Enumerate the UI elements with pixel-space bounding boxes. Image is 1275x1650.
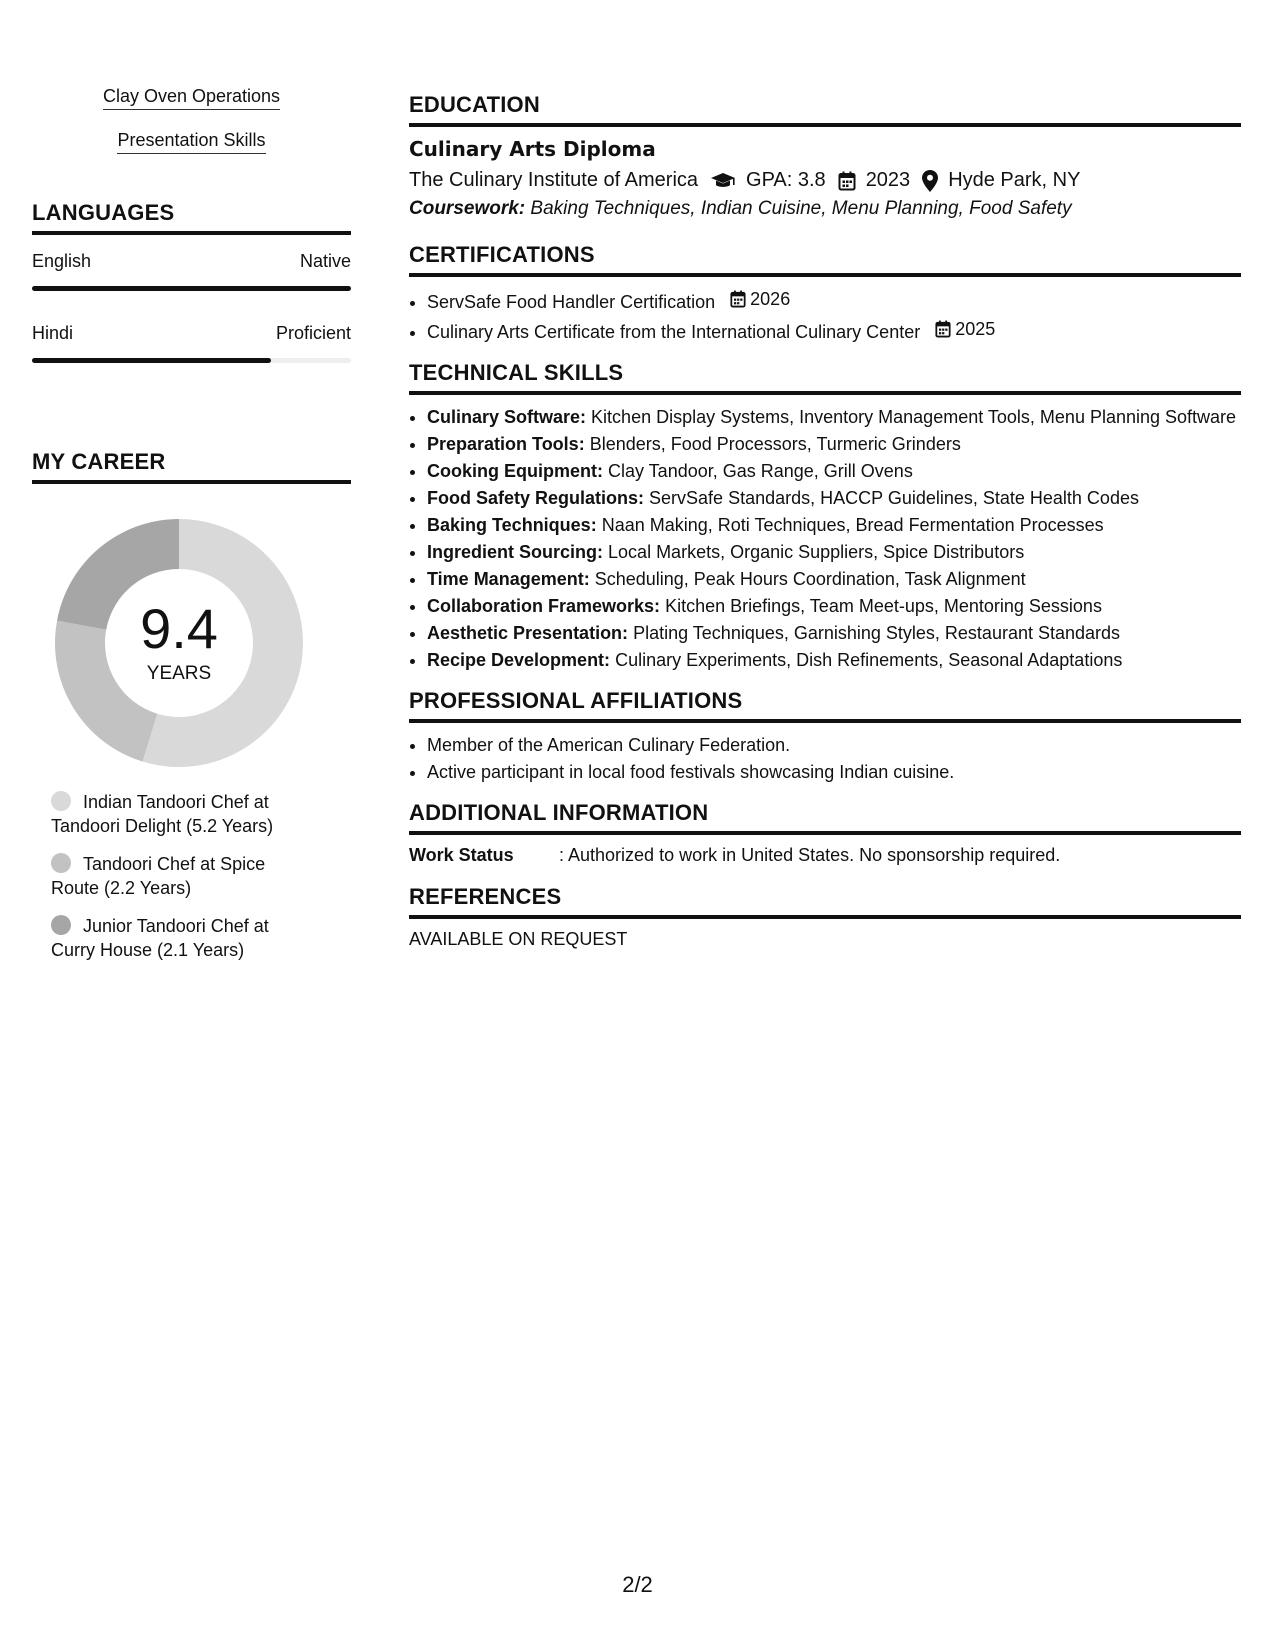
school-name: The Culinary Institute of America <box>409 169 699 191</box>
legend-dot <box>51 853 71 873</box>
skill-category: Recipe Development: <box>427 650 611 670</box>
skill-details: Culinary Experiments, Dish Refinements, Seasonal Adaptations <box>615 650 1123 670</box>
skill-category: Preparation Tools: <box>427 434 585 454</box>
career-total-years: 9.4 <box>140 597 218 660</box>
calendar-icon <box>935 320 951 338</box>
list-item <box>427 540 1241 564</box>
gpa: GPA: 3.8 <box>746 169 826 191</box>
skill-details: Local Markets, Organic Suppliers, Spice Distributors <box>608 542 1025 562</box>
skill-tags <box>32 86 351 174</box>
language-bar-fill <box>32 286 351 291</box>
list-item <box>427 405 1241 429</box>
skill-details: Scheduling, Peak Hours Coordination, Task Alignment <box>594 569 1026 589</box>
calendar-icon <box>730 290 746 308</box>
list-item <box>427 287 1241 314</box>
skill-category: Ingredient Sourcing: <box>427 542 604 562</box>
work-status-value: : Authorized to work in United States. No sponsorship required. <box>559 845 1061 865</box>
career-legend-label: Tandoori Chef at Spice Route (2.2 Years) <box>51 854 266 898</box>
career-legend-item <box>51 852 311 900</box>
technical-skills-heading: TECHNICAL SKILLS <box>409 360 1241 395</box>
right-column <box>409 92 1241 950</box>
career-unit: YEARS <box>146 663 212 684</box>
skill-details: Plating Techniques, Garnishing Styles, Restaurant Standards <box>633 623 1121 643</box>
education-meta <box>409 169 1241 192</box>
skill-tag: Clay Oven Operations <box>103 86 280 110</box>
location-pin-icon <box>922 170 938 192</box>
list-item <box>427 317 1241 344</box>
language-item <box>32 251 351 291</box>
graduation-year: 2023 <box>865 169 911 191</box>
additional-info-heading: ADDITIONAL INFORMATION <box>409 800 1241 835</box>
education-section <box>409 92 1241 220</box>
affiliations-list <box>409 733 1241 784</box>
list-item <box>427 432 1241 456</box>
list-item <box>427 459 1241 483</box>
skill-category: Cooking Equipment: <box>427 461 603 481</box>
education-heading: EDUCATION <box>409 92 1241 127</box>
language-bar <box>32 358 351 363</box>
list-item <box>427 486 1241 510</box>
coursework <box>409 198 1241 220</box>
career-legend-label: Indian Tandoori Chef at Tandoori Delight (5.2 Years) <box>51 792 274 836</box>
affiliations-heading: PROFESSIONAL AFFILIATIONS <box>409 688 1241 723</box>
skill-details: Naan Making, Roti Techniques, Bread Fermentation Processes <box>601 515 1104 535</box>
coursework-list: Baking Techniques, Indian Cuisine, Menu Planning, Food Safety <box>530 198 1072 219</box>
references-heading: REFERENCES <box>409 884 1241 919</box>
skill-details: Kitchen Display Systems, Inventory Management Tools, Menu Planning Software <box>591 407 1237 427</box>
career-legend-item <box>51 914 311 962</box>
skill-details: Kitchen Briefings, Team Meet-ups, Mentoring Sessions <box>665 596 1102 616</box>
donut-center <box>54 518 304 768</box>
language-name: English <box>32 251 92 271</box>
skill-tag: Presentation Skills <box>117 130 265 154</box>
certification-name: Culinary Arts Certificate from the International Culinary Center <box>427 322 921 342</box>
career-donut-chart <box>54 518 304 768</box>
certification-year: 2025 <box>955 319 996 339</box>
language-name: Hindi <box>32 323 74 343</box>
degree-title: Culinary Arts Diploma <box>409 137 656 161</box>
legend-dot <box>51 915 71 935</box>
list-item <box>427 567 1241 591</box>
skill-category: Aesthetic Presentation: <box>427 623 629 643</box>
skill-category: Baking Techniques: <box>427 515 597 535</box>
certifications-section <box>409 242 1241 344</box>
legend-dot <box>51 791 71 811</box>
technical-skills-list <box>409 405 1241 672</box>
list-item <box>427 648 1241 672</box>
certification-year: 2026 <box>750 289 791 309</box>
school-location: Hyde Park, NY <box>948 169 1081 191</box>
graduation-cap-icon <box>710 171 736 191</box>
certifications-heading: CERTIFICATIONS <box>409 242 1241 277</box>
language-bar-fill <box>32 358 271 363</box>
left-column <box>32 86 351 976</box>
language-bar <box>32 286 351 291</box>
language-level: Proficient <box>275 323 351 343</box>
calendar-icon <box>838 171 856 191</box>
list-item <box>427 594 1241 618</box>
skill-category: Food Safety Regulations: <box>427 488 645 508</box>
skill-category: Collaboration Frameworks: <box>427 596 661 616</box>
career-legend-label: Junior Tandoori Chef at Curry House (2.1 Years) <box>51 916 269 960</box>
career-heading: MY CAREER <box>32 449 351 484</box>
page-number: 2/2 <box>622 1572 653 1597</box>
language-level: Native <box>299 251 351 271</box>
skill-details: ServSafe Standards, HACCP Guidelines, State Health Codes <box>649 488 1139 508</box>
career-legend-item <box>51 790 311 838</box>
skill-details: Clay Tandoor, Gas Range, Grill Ovens <box>608 461 913 481</box>
list-item: • Member of the American Culinary Federation. <box>427 733 1241 757</box>
languages-heading: LANGUAGES <box>32 200 351 235</box>
work-status-label: Work Status <box>409 845 514 865</box>
affiliations-section <box>409 688 1241 784</box>
additional-info-section <box>409 800 1241 866</box>
certifications-list <box>409 287 1241 344</box>
list-item: • Active participant in local food festivals showcasing Indian cuisine. <box>427 760 1241 784</box>
language-item <box>32 323 351 363</box>
work-status-row <box>409 845 1241 866</box>
skill-category: Time Management: <box>427 569 590 589</box>
coursework-label: Coursework: <box>409 198 526 219</box>
list-item <box>427 621 1241 645</box>
skill-details: Blenders, Food Processors, Turmeric Grinders <box>589 434 961 454</box>
list-item <box>427 513 1241 537</box>
skill-category: Culinary Software: <box>427 407 587 427</box>
references-text: AVAILABLE ON REQUEST <box>409 929 628 949</box>
technical-skills-section <box>409 360 1241 672</box>
certification-name: ServSafe Food Handler Certification <box>427 292 716 312</box>
career-legend <box>51 790 311 962</box>
references-section <box>409 884 1241 950</box>
